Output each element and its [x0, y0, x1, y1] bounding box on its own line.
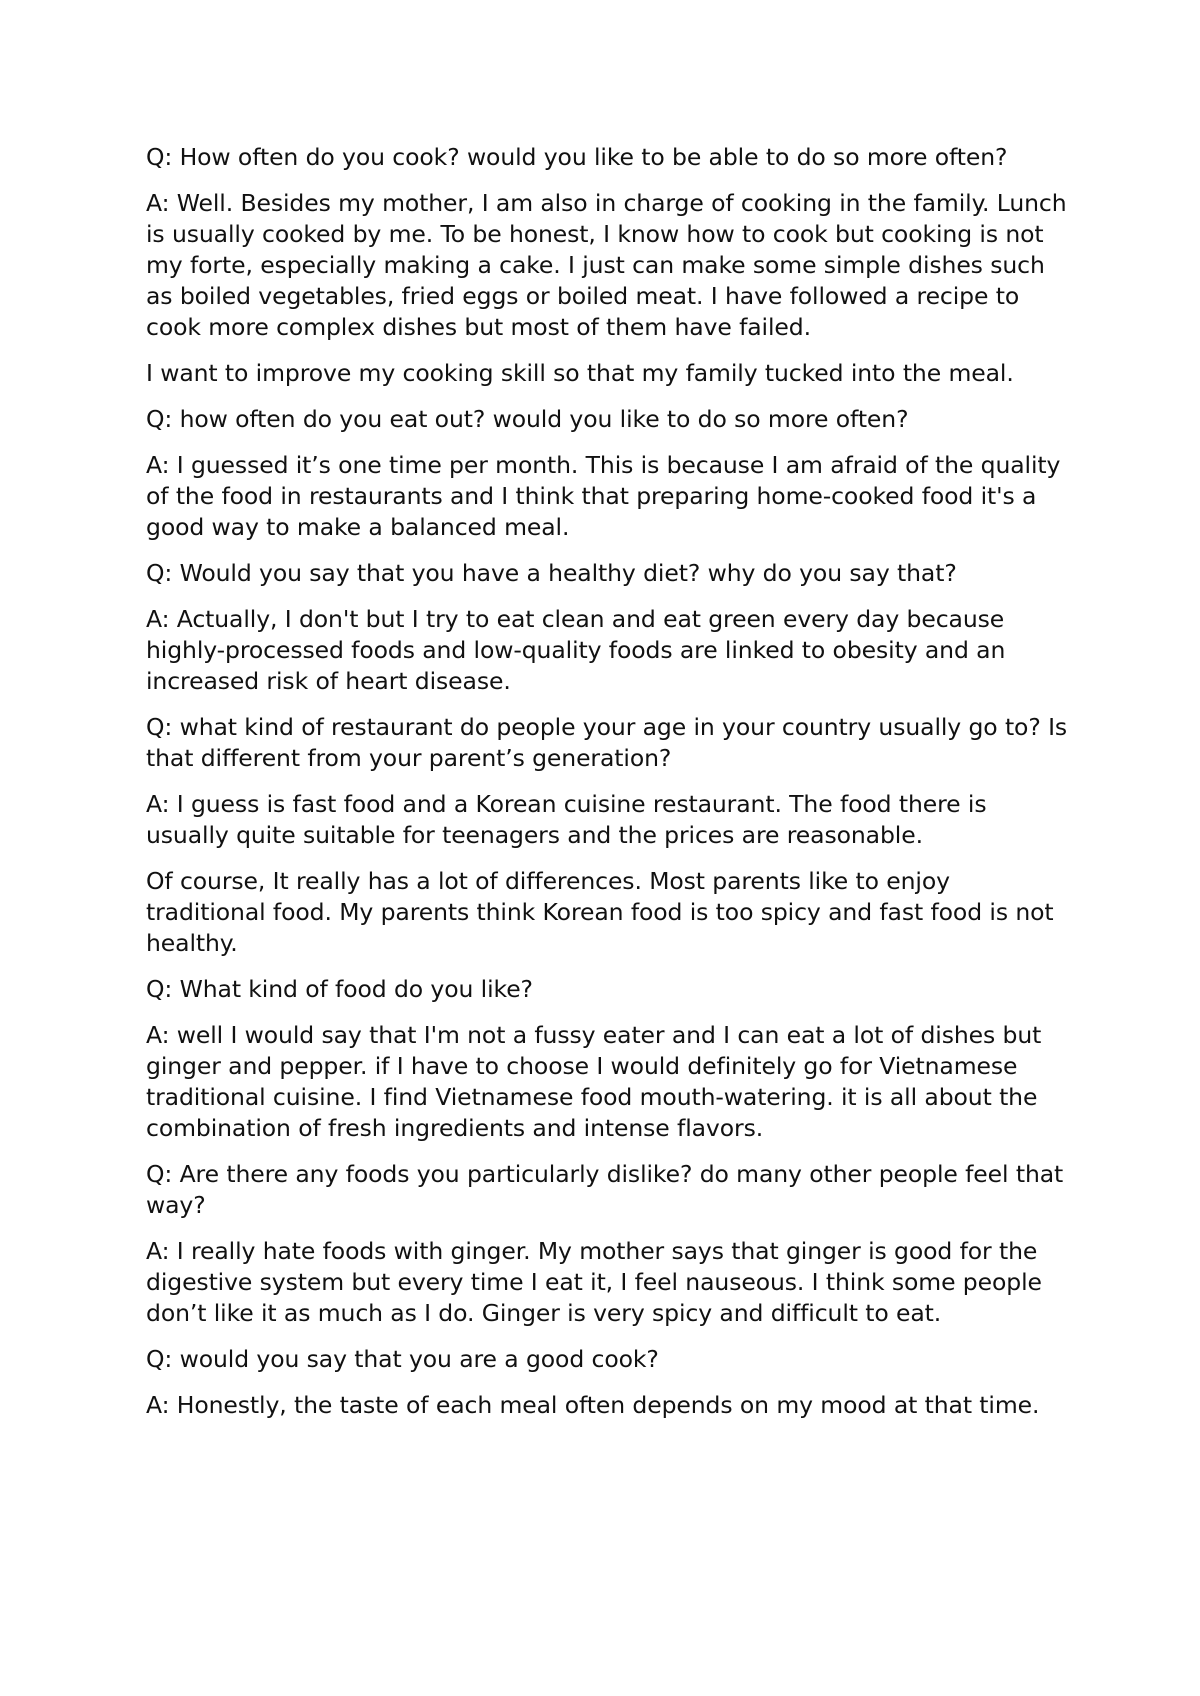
- answer-paragraph: Of course, It really has a lot of differences. Most parents like to enjoy traditional food. My parents think Korean food is too spicy and fast food is not healthy.: [146, 867, 1054, 957]
- answer-paragraph: A: Well. Besides my mother, I am also in charge of cooking in the family. Lunch is usually cooked by me. To be honest, I know how to cook but cooking is not my forte, especially making a cake. I just can make some simple dishes such as boiled vegetables, fried eggs or boiled meat. I have followed a recipe to cook more complex dishes but most of them have failed.: [146, 189, 1067, 341]
- answer-paragraph: I want to improve my cooking skill so that my family tucked into the meal.: [146, 359, 1014, 387]
- question-paragraph: Q: How often do you cook? would you like to be able to do so more often?: [146, 143, 1008, 171]
- question-paragraph: Q: Would you say that you have a healthy diet? why do you say that?: [146, 559, 957, 587]
- question-paragraph: Q: what kind of restaurant do people your age in your country usually go to? Is that different from your parent’s generation?: [146, 713, 1068, 772]
- question-paragraph: Q: would you say that you are a good cook?: [146, 1345, 659, 1373]
- answer-paragraph: A: I guessed it’s one time per month. This is because I am afraid of the quality of the food in restaurants and I think that preparing home-cooked food it's a good way to make a balanced meal.: [146, 451, 1061, 541]
- answer-paragraph: A: Actually, I don't but I try to eat clean and eat green every day because highly-processed foods and low-quality foods are linked to obesity and an increased risk of heart disease.: [146, 605, 1006, 695]
- answer-paragraph: A: Honestly, the taste of each meal often depends on my mood at that time.: [146, 1391, 1040, 1419]
- question-paragraph: Q: What kind of food do you like?: [146, 975, 533, 1003]
- answer-paragraph: A: I guess is fast food and a Korean cuisine restaurant. The food there is usually quite suitable for teenagers and the prices are reasonable.: [146, 790, 987, 849]
- document-body: [146, 142, 1076, 1436]
- answer-paragraph: A: I really hate foods with ginger. My mother says that ginger is good for the digestive system but every time I eat it, I feel nauseous. I think some people don’t like it as much as I do. Ginger is very spicy and difficult to eat.: [146, 1237, 1042, 1327]
- answer-paragraph: A: well I would say that I'm not a fussy eater and I can eat a lot of dishes but ginger and pepper. if I have to choose I would definitely go for Vietnamese traditional cuisine. I find Vietnamese food mouth-watering. it is all about the combination of fresh ingredients and intense flavors.: [146, 1021, 1042, 1142]
- question-paragraph: Q: Are there any foods you particularly dislike? do many other people feel that way?: [146, 1160, 1064, 1219]
- question-paragraph: Q: how often do you eat out? would you like to do so more often?: [146, 405, 909, 433]
